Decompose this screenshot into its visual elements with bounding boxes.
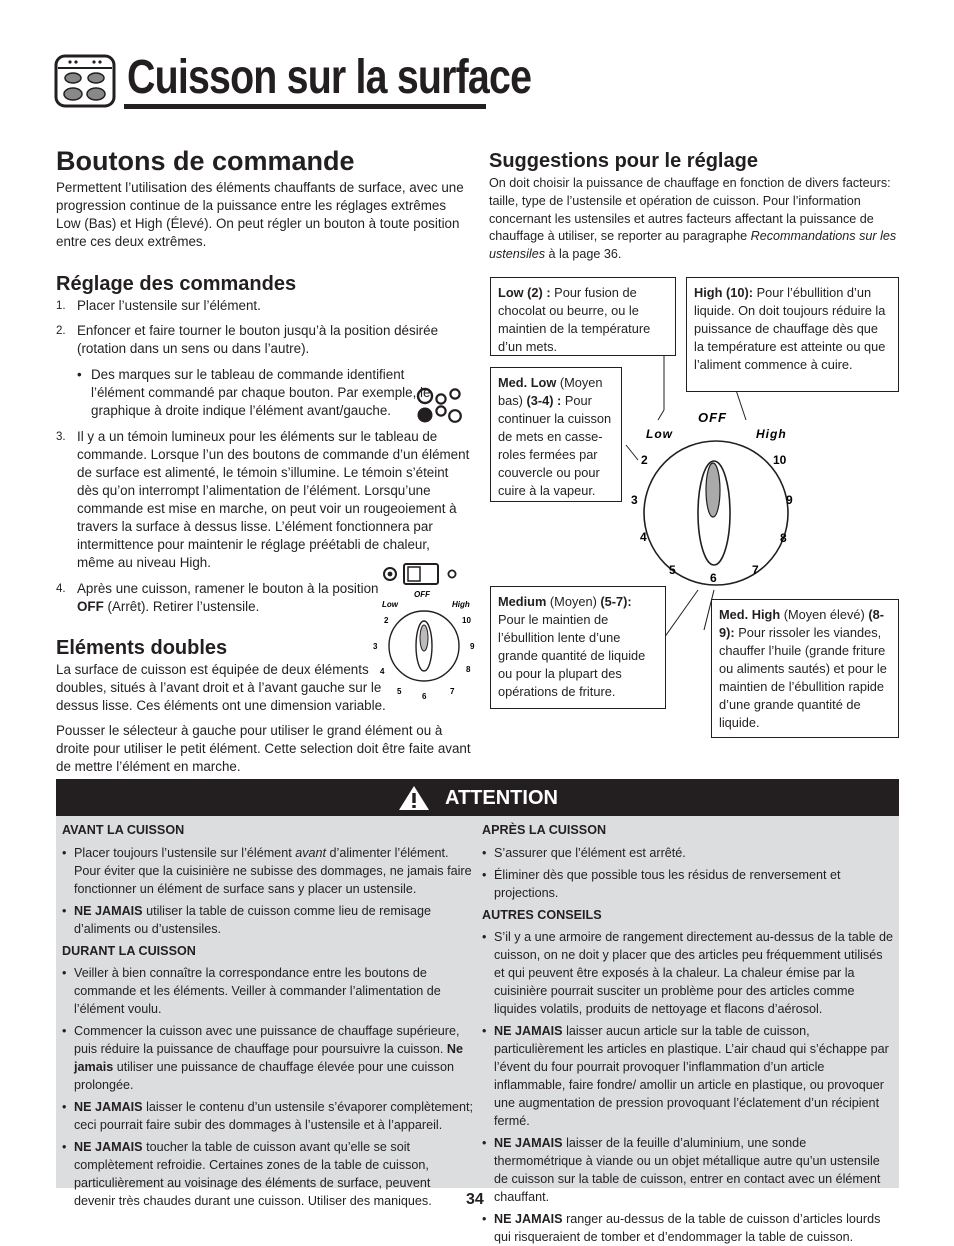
section-title-doubles: Eléments doubles xyxy=(56,637,228,659)
callout-high: High (10): Pour l’ébullition d’un liquide. On doit toujours réduire la puissance de chauffage dès que la température est atteinte ou que l’aliment commence à cuire. xyxy=(686,277,899,392)
steps-list xyxy=(56,297,470,572)
svg-text:7: 7 xyxy=(450,687,455,696)
svg-text:5: 5 xyxy=(669,563,676,577)
svg-text:8: 8 xyxy=(780,531,787,545)
svg-text:10: 10 xyxy=(773,453,787,467)
callout-low: Low (2) : Pour fusion de chocolat ou beurre, ou le maintien de la température d’un mets. xyxy=(490,277,676,356)
list-item: • Veiller à bien connaître la correspondance entre les boutons de commande et les éléments. Veiller à commander l’alimentation de l’élément voulu. xyxy=(62,966,441,1016)
section-title-boutons: Boutons de commande xyxy=(56,146,355,176)
warning-triangle-icon xyxy=(398,785,430,816)
attention-subtitle: AUTRES CONSEILS xyxy=(482,908,602,922)
list-item: 3. Il y a un témoin lumineux pour les éléments sur le tableau de commande. Lorsque l’un des boutons de commande d’un élément de surface est alimenté, le témoin s’illumine. Le témoin s’éteint dès qu’on interrompt l’alimentation de l’élément. Lorsqu’une commande est mise en marche, on peut voir un rougeoiement à travers la surface à dessus lisse. L’élément fonctionnera par intermittence pour maintenir le réglage préétabli de chaleur, même au niveau High. xyxy=(56,429,470,570)
knob-low-label: Low xyxy=(646,427,673,441)
list-item: • S’assurer que l’élément est arrêté. xyxy=(482,846,686,860)
callout-medium: Medium (Moyen) (5-7): Pour le maintien de l’ébullition lente d’une grande quantité de liquide ou pour la plupart des opérations de friture. xyxy=(490,586,666,709)
element-indicator-icon xyxy=(414,386,466,431)
list-item: • NE JAMAIS laisser de la feuille d’aluminium, une sonde thermométrique à viande ou un objet métallique autre qu’un ustensile de cuisson sur la table de cuisson, entrer en contact avec un élément chauffant. xyxy=(482,1136,881,1204)
callout-med-low: Med. Low (Moyen bas) (3-4) : Pour continuer la cuisson de mets en casse-roles fermées par couvercle ou pour cuire à la vapeur. xyxy=(490,367,622,502)
section-title-suggestions: Suggestions pour le réglage xyxy=(489,150,758,172)
list-item: • NE JAMAIS utiliser la table de cuisson comme lieu de remisage d’aliments ou d’ustensiles. xyxy=(62,904,431,936)
svg-text:8: 8 xyxy=(466,665,471,674)
list-item: • Commencer la cuisson avec une puissance de chauffage supérieure, puis réduire la puissance de chauffage pour poursuivre la cuisson. Ne jamais utiliser une puissance de chauffage élevée pour une cuisson prolongée. xyxy=(62,1024,464,1092)
knob-high-label: High xyxy=(756,427,787,441)
svg-text:9: 9 xyxy=(786,493,793,507)
svg-text:2: 2 xyxy=(641,453,648,467)
svg-text:4: 4 xyxy=(380,667,385,676)
list-item: 1. Placer l’ustensile sur l’élément. xyxy=(56,298,261,313)
list-item: • Placer toujours l’ustensile sur l’élément avant d’alimenter l’élément. Pour éviter que la cuisinière ne subisse des dommages, ne jamais faire fonctionner un élément de surface sans y placer un ustensile. xyxy=(62,846,472,896)
attention-label: ATTENTION xyxy=(445,787,558,809)
list-item: • NE JAMAIS toucher la table de cuisson avant qu’elle se soit complètement refroidie. Certaines zones de la table de cuisson, particulièrement au voisinage des éléments de surface, peuvent devenir très chaudes durant une cuisson. Utiliser des maniques. xyxy=(62,1140,432,1208)
knob-off-label: OFF xyxy=(698,410,727,425)
callout-med-high: Med. High (Moyen élevé) (8-9): Pour rissoler les viandes, chauffer l’huile (grande friture ou aliments sautés) et pour le maintien de l’ébullition rapide d’une grande quantité de liquide. xyxy=(711,599,899,738)
section-text-boutons: Permettent l’utilisation des éléments chauffants de surface, avec une progression continue de la puissance entre les réglages extrêmes Low (Bas) et High (Élevé). On peut régler un bouton à toute position entre ces deux extrêmes. xyxy=(56,180,464,249)
list-item: • S’il y a une armoire de rangement directement au-dessus de la table de cuisson, on ne doit y placer que des articles peu fréquemment utilisés et qui peuvent être exposés à la chaleur. La chaleur émise par la cuisinière pourrait susciter un problème pour des articles comme liquides volatils, produits de nettoyage et flacons d’aérosol. xyxy=(482,930,894,1016)
section-text-suggestions: On doit choisir la puissance de chauffage en fonction de divers facteurs: taille, type de l’ustensile et opération de cuisson. Pour l’information concernant les ustensiles et autres facteurs affectant la puissance de chauffage à utiliser, se reporter au paragraphe Recommandations sur les ustensiles à la page 36. xyxy=(489,176,897,262)
attention-subtitle: AVANT LA CUISSON xyxy=(62,823,185,837)
attention-subtitle: APRÈS LA CUISSON xyxy=(482,823,607,837)
svg-text:9: 9 xyxy=(470,642,475,651)
svg-text:4: 4 xyxy=(640,530,647,544)
left-column xyxy=(56,146,472,251)
section-text-doubles-2: Pousser le sélecteur à gauche pour utiliser le grand élément ou à droite pour utiliser le petit élément. Cette selection doit être faite avant de mettre l’élément en marche. xyxy=(56,723,471,774)
svg-text:7: 7 xyxy=(752,563,759,577)
attention-subtitle: DURANT LA CUISSON xyxy=(62,944,196,958)
doubles-section xyxy=(56,636,386,715)
attention-right-column xyxy=(482,821,896,1246)
svg-text:6: 6 xyxy=(710,571,717,585)
title-rule xyxy=(124,104,486,109)
list-item: 4. Après une cuisson, ramener le bouton à la position OFF (Arrêt). Retirer l’ustensile. xyxy=(56,581,379,614)
svg-text:3: 3 xyxy=(373,642,378,651)
cooktop-icon xyxy=(54,54,116,108)
list-item: • NE JAMAIS laisser le contenu d’un ustensile s’évaporer complètement; ceci pourrait faire subir des dommages à l’ustensile et à l’appareil. xyxy=(62,1100,473,1132)
list-item: • NE JAMAIS ranger au-dessus de la table de cuisson d’articles lourds qui risqueraient de tomber et d’endommager la table de cuisson. xyxy=(482,1212,881,1244)
right-column xyxy=(489,149,899,264)
reglage-section xyxy=(56,272,472,296)
list-item-bullet: • Des marques sur le tableau de commande identifient l’élément commandé par chaque bouton. Par exemple, le graphique à droite indique l’élément avant/gauche. xyxy=(77,367,431,418)
svg-text:2: 2 xyxy=(384,616,389,625)
small-knob-off-label: OFF xyxy=(414,590,430,599)
page-number: 34 xyxy=(466,1191,484,1208)
page-title: Cuisson sur la surface xyxy=(127,51,532,104)
small-knob-high-label: High xyxy=(452,600,470,609)
small-knob-low-label: Low xyxy=(382,600,398,609)
svg-text:3: 3 xyxy=(631,493,638,507)
attention-left-column xyxy=(62,821,474,1210)
svg-text:5: 5 xyxy=(397,687,402,696)
list-item: • NE JAMAIS laisser aucun article sur la table de cuisson, particulièrement les articles en plastique. L’air chaud qui s’échappe par l’évent du four pourrait provoquer l’inflammation d’un article inflammable, faire fondre/ amollir un article en plastique, ou provoquer une augmentation de pression provoquant l’éclatement d’un récipient fermé. xyxy=(482,1024,889,1128)
section-text-doubles: La surface de cuisson est équipée de deux éléments doubles, situés à l’avant droit et à l’avant gauche sur le dessus lisse. Ces éléments ont une dimension variable. xyxy=(56,662,386,713)
list-item: 2. Enfoncer et faire tourner le bouton jusqu’à la position désirée (rotation dans un sens ou dans l’autre). xyxy=(56,323,439,356)
section-title-reglage: Réglage des commandes xyxy=(56,273,297,295)
list-item: • Éliminer dès que possible tous les résidus de renversement et projections. xyxy=(482,868,841,900)
svg-text:10: 10 xyxy=(462,616,471,625)
svg-text:6: 6 xyxy=(422,692,427,700)
